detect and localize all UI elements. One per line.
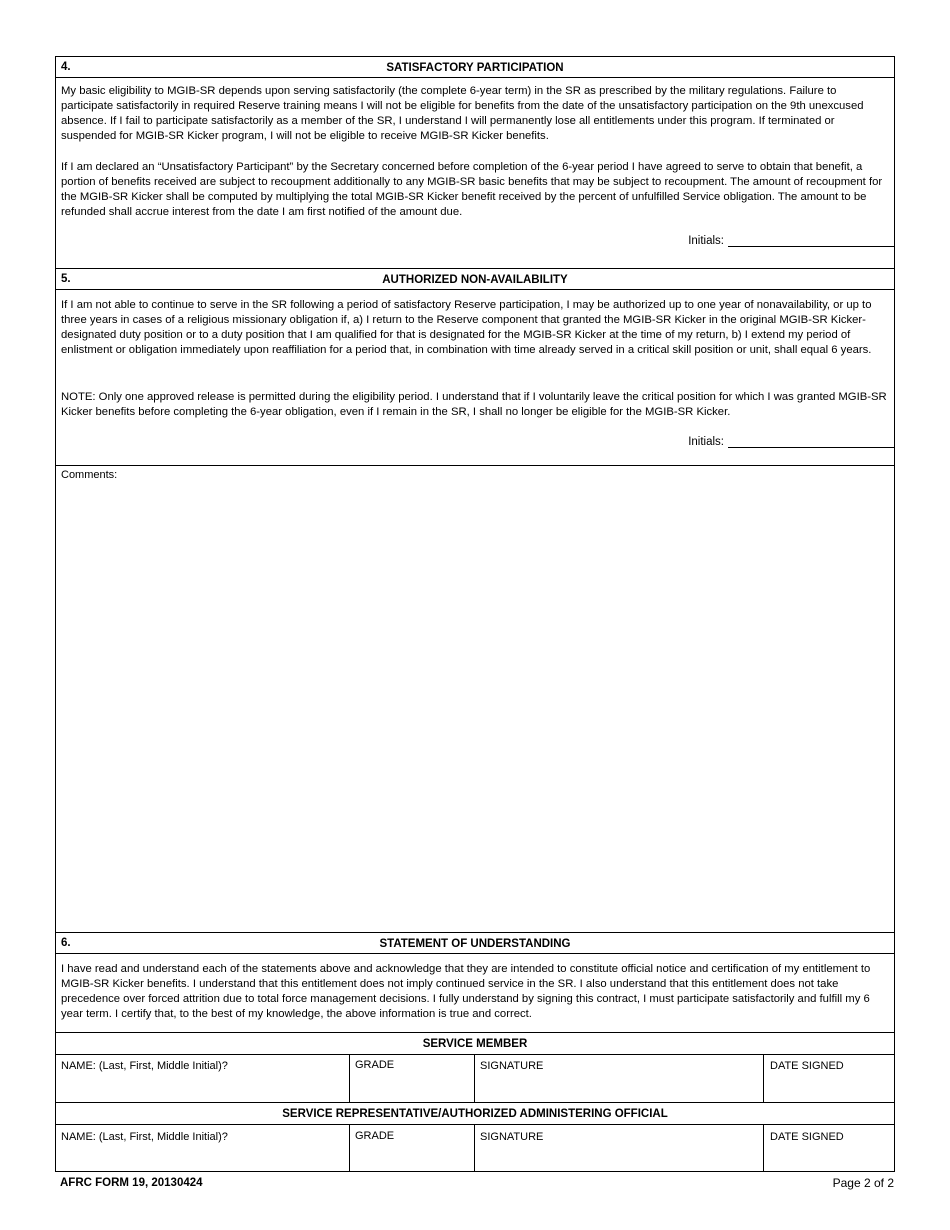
official-name-field[interactable]: NAME: (Last, First, Middle Initial)?: [61, 1131, 228, 1143]
section-4-initials[interactable]: [688, 234, 894, 247]
column-divider: [474, 1124, 475, 1172]
divider: [56, 1054, 894, 1055]
section-5-header: [56, 269, 894, 290]
initials-label: Initials:: [688, 436, 724, 448]
initials-line[interactable]: [728, 234, 894, 247]
column-divider: [349, 1054, 350, 1102]
section-4-title: SATISFACTORY PARTICIPATION: [386, 62, 564, 74]
form-id: AFRC FORM 19, 20130424: [60, 1177, 203, 1189]
divider: [56, 465, 894, 466]
section-5-title: AUTHORIZED NON-AVAILABILITY: [382, 274, 568, 286]
section-4-paragraph-2: If I am declared an “Unsatisfactory Participant” by the Secretary concerned before completion of the 6-year period I have agreed to serve to obtain that benefit, a portion of benefits received are subject to recoupment additionally to any MGIB-SR basic benefits that may be subject to recoupment. The amount of recoupment for the MGIB-SR Kicker shall be computed by multiplying the total MGIB-SR Kicker benefit received by the percent of unfulfilled Service obligation. The amount to be refunded shall accrue interest from the date I am first notified of the amount due.: [61, 161, 883, 218]
service-member-heading: SERVICE MEMBER: [422, 1038, 528, 1050]
divider: [56, 1032, 894, 1033]
column-divider: [763, 1124, 764, 1172]
section-4-number: 4.: [61, 61, 71, 73]
section-6-title: STATEMENT OF UNDERSTANDING: [379, 938, 571, 950]
column-divider: [349, 1124, 350, 1172]
comments-label: Comments:: [61, 469, 118, 481]
column-divider: [763, 1054, 764, 1102]
official-grade-field[interactable]: GRADE: [355, 1130, 395, 1142]
column-divider: [474, 1054, 475, 1102]
initials-label: Initials:: [688, 235, 724, 247]
section-5-paragraph-2: NOTE: Only one approved release is permitted during the eligibility period. I understand that if I voluntarily leave the critical position for which I was granted MGIB-SR Kicker benefits before completing the 6-year obligation, even if I remain in the SR, I shall no longer be eligible for the MGIB-SR Kicker.: [61, 391, 887, 418]
official-heading: SERVICE REPRESENTATIVE/AUTHORIZED ADMINISTERING OFFICIAL: [282, 1108, 668, 1120]
comments-area[interactable]: [56, 481, 894, 931]
section-5-number: 5.: [61, 273, 71, 285]
section-6-header: [56, 933, 894, 954]
section-6-number: 6.: [61, 937, 71, 949]
section-4-paragraph-1: My basic eligibility to MGIB-SR depends upon serving satisfactorily (the complete 6-year term) in the SR as prescribed by the military regulations. Failure to participate satisfactorily in required Reserve training means I will not be eligible for benefits from the date of the unsatisfactory participation on the 9th unexcused absence. If I fail to participate satisfactorily as a member of the SR, I understand I will permanently lose all entitlements under this program. If terminated or suspended for MGIB-SR Kicker program, I will not be eligible to receive MGIB-SR Kicker benefits.: [61, 85, 864, 142]
section-6-paragraph: I have read and understand each of the statements above and acknowledge that they are intended to constitute official notice and certification of my entitlement to MGIB-SR Kicker benefits. I understand that this entitlement does not imply continued service in the SR. I also understand that this entitlement does not take precedence over forced attrition due to total force management decisions. I fully understand by signing this contract, I must participate satisfactorily and fulfill my 6 year term. I certify that, to the best of my knowledge, the above information is true and correct.: [61, 963, 871, 1020]
divider: [56, 1124, 894, 1125]
member-grade-field[interactable]: GRADE: [355, 1059, 395, 1071]
initials-line[interactable]: [728, 435, 894, 448]
member-name-field[interactable]: NAME: (Last, First, Middle Initial)?: [61, 1060, 228, 1072]
member-date-field[interactable]: DATE SIGNED: [770, 1060, 844, 1072]
section-4-header: [56, 57, 894, 78]
member-signature-field[interactable]: SIGNATURE: [480, 1060, 544, 1072]
form-page: [55, 56, 895, 1172]
official-signature-field[interactable]: SIGNATURE: [480, 1131, 544, 1143]
page-number: Page 2 of 2: [832, 1176, 894, 1190]
official-date-field[interactable]: DATE SIGNED: [770, 1131, 844, 1143]
section-5-paragraph-1: If I am not able to continue to serve in the SR following a period of satisfactory Reserve participation, I may be authorized up to one year of nonavailability, or up to three years in cases of a religious missionary obligation if, a) I return to the Reserve component that granted the MGIB-SR Kicker in the original MGIB-SR Kicker-designated duty position or to a duty position that I am qualified for that is designated for the MGIB-SR Kicker at the time of my return, b) I extend my period of enlistment or obligation immediately upon reaffiliation for a period that, in combination with time already served in a critical skill position or unit, shall equal 6 years.: [61, 299, 872, 356]
section-5-initials[interactable]: [688, 435, 894, 448]
divider: [56, 1102, 894, 1103]
